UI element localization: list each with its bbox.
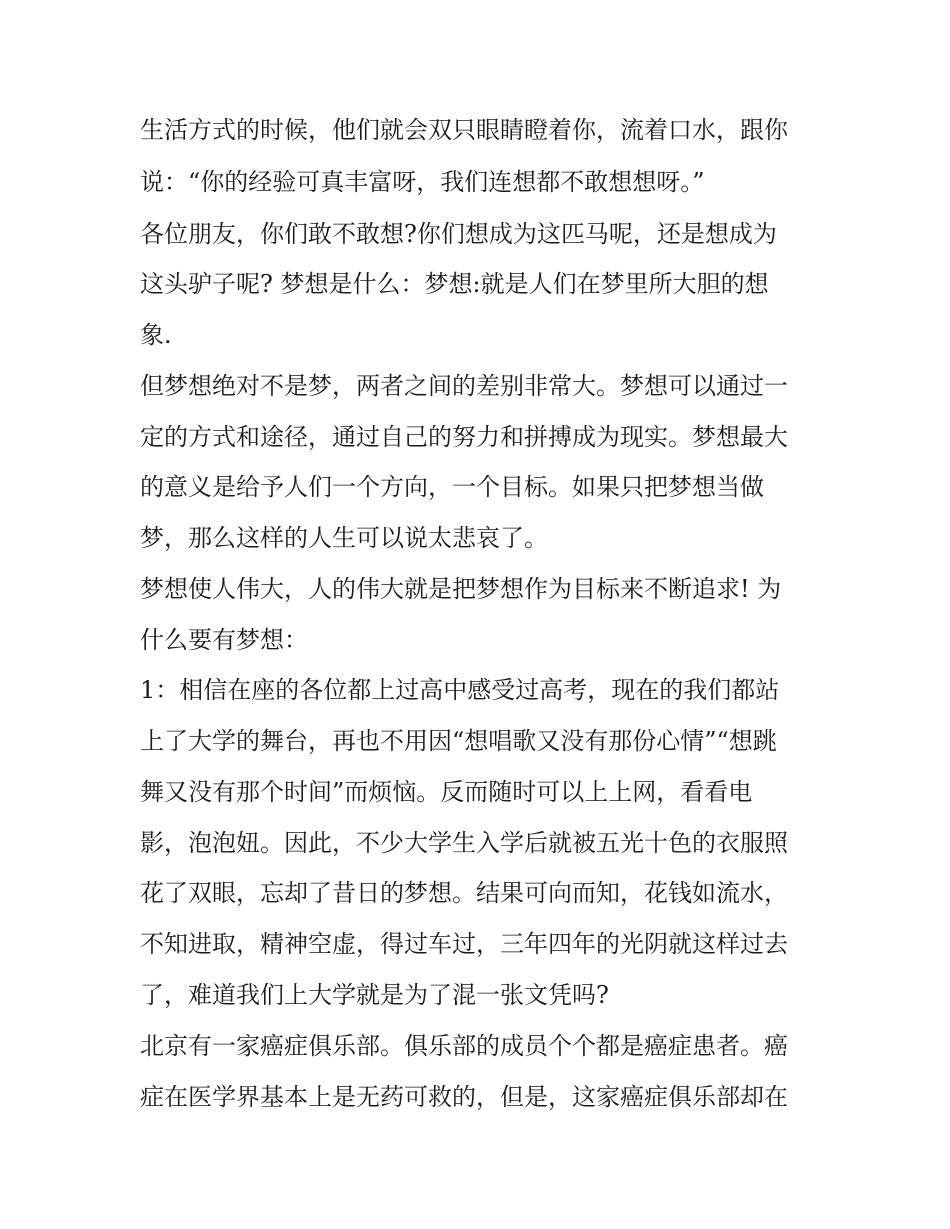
text-line: 舞又没有那个时间”而烦恼。反而随时可以上上网，看看电 — [140, 778, 753, 806]
text-line: 梦想使人伟大，人的伟大就是把梦想作为目标来不断追求! 为 — [140, 575, 782, 603]
text-line: 花了双眼，忘却了昔日的梦想。结果可向而知，花钱如流水， — [140, 879, 788, 907]
text-line: 但梦想绝对不是梦，两者之间的差别非常大。梦想可以通过一 — [140, 372, 788, 400]
text-line: 了，难道我们上大学就是为了混一张文凭吗? — [140, 981, 609, 1009]
text-line: 生活方式的时候，他们就会双只眼睛瞪着你，流着口水，跟你 — [140, 116, 788, 144]
text-line: 不知进取，精神空虚，得过车过，三年四年的光阴就这样过去 — [140, 930, 788, 958]
text-line: 象. — [140, 321, 172, 349]
text-line: 北京有一家癌症俱乐部。俱乐部的成员个个都是癌症患者。癌 — [140, 1032, 788, 1060]
text-line: 什么要有梦想： — [140, 626, 308, 654]
text-line: 定的方式和途径，通过自己的努力和拼搏成为现实。梦想最大 — [140, 423, 788, 451]
text-line: 上了大学的舞台，再也不用因“想唱歌又没有那份心情”“想跳 — [140, 727, 777, 755]
text-line: 说：“你的经验可真丰富呀，我们连想都不敢想想呀。” — [140, 168, 705, 196]
text-line: 影，泡泡妞。因此，不少大学生入学后就被五光十色的衣服照 — [140, 829, 788, 857]
text-line: 1：相信在座的各位都上过高中感受过高考，现在的我们都站 — [140, 676, 780, 704]
text-line: 症在医学界基本上是无药可救的，但是，这家癌症俱乐部却在 — [140, 1083, 788, 1111]
text-line: 的意义是给予人们一个方向，一个目标。如果只把梦想当做 — [140, 473, 764, 501]
text-line: 这头驴子呢? 梦想是什么：梦想:就是人们在梦里所大胆的想 — [140, 270, 769, 298]
text-line: 梦，那么这样的人生可以说太悲哀了。 — [140, 524, 548, 552]
text-line: 各位朋友，你们敢不敢想?你们想成为这匹马呢，还是想成为 — [140, 220, 777, 248]
